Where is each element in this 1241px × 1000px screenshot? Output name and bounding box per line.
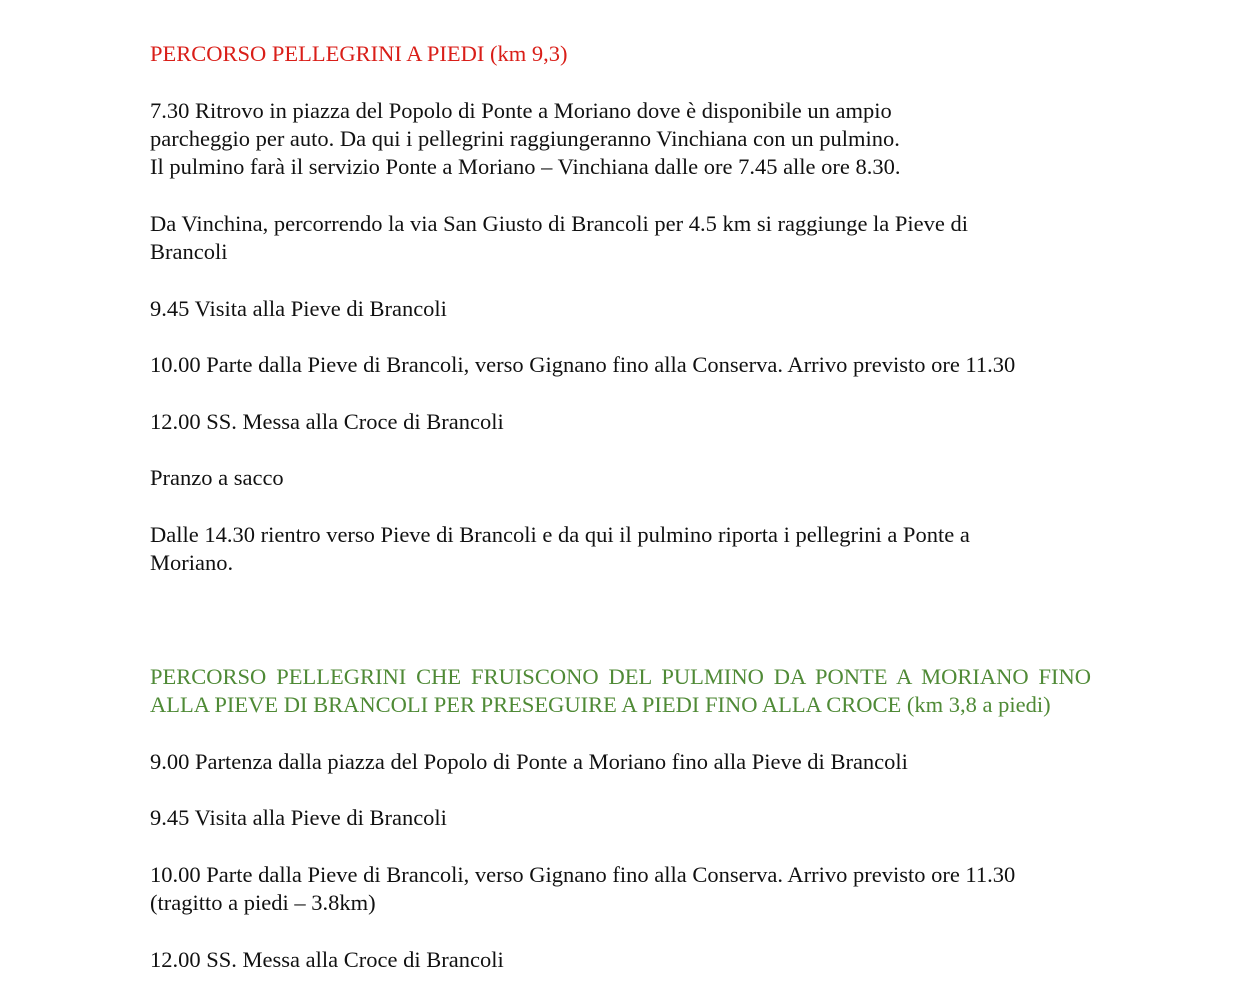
- section2-paragraph-walk-line1: 10.00 Parte dalla Pieve di Brancoli, verso Gignano fino alla Conserva. Arrivo previsto ore 11.30: [150, 861, 1016, 887]
- section1-paragraph-meeting-line1: 7.30 Ritrovo in piazza del Popolo di Ponte a Moriano dove è disponibile un ampio: [150, 97, 892, 123]
- section1-paragraph-visit: 9.45 Visita alla Pieve di Brancoli: [150, 295, 447, 321]
- section2-paragraph-walk-line2: (tragitto a piedi – 3.8km): [150, 890, 376, 916]
- section2-heading: PERCORSO PELLEGRINI CHE FRUISCONO DEL PULMINO DA PONTE A MORIANO FINO ALLA PIEVE DI BRANCOLI PER PRESEGUIRE A PIEDI FINO ALLA CROCE (km 3,8 a piedi): [150, 663, 1091, 717]
- section1-heading: PERCORSO PELLEGRINI A PIEDI (km 9,3): [150, 41, 568, 66]
- section1-paragraph-meeting-line3: Il pulmino farà il servizio Ponte a Moriano – Vinchiana dalle ore 7.45 alle ore 8.30.: [150, 154, 901, 180]
- section1-paragraph-return-line1: Dalle 14.30 rientro verso Pieve di Brancoli e da qui il pulmino riporta i pellegrini a Ponte a: [150, 522, 970, 548]
- document-page: [150, 40, 1091, 974]
- section2-paragraph-departure-bus: 9.00 Partenza dalla piazza del Popolo di Ponte a Moriano fino alla Pieve di Brancoli: [150, 748, 908, 774]
- section1-paragraph-departure: 10.00 Parte dalla Pieve di Brancoli, verso Gignano fino alla Conserva. Arrivo previsto ore 11.30: [150, 352, 1016, 378]
- section1-paragraph-route: [150, 210, 1091, 267]
- section-spacer: [150, 578, 1091, 663]
- section1-paragraph-return: [150, 521, 1091, 578]
- section2-paragraph-walk: [150, 861, 1091, 918]
- section1-paragraph-return-line2: Moriano.: [150, 550, 234, 576]
- section2-paragraph-visit: 9.45 Visita alla Pieve di Brancoli: [150, 805, 447, 831]
- section1-paragraph-route-line1: Da Vinchina, percorrendo la via San Giusto di Brancoli per 4.5 km si raggiunge la Pieve di: [150, 210, 969, 236]
- section1-paragraph-meeting: [150, 97, 1091, 182]
- section1-paragraph-route-line2: Brancoli: [150, 239, 228, 265]
- section1-paragraph-mass: 12.00 SS. Messa alla Croce di Brancoli: [150, 408, 504, 434]
- section2-paragraph-mass: 12.00 SS. Messa alla Croce di Brancoli: [150, 946, 504, 972]
- section1-paragraph-lunch: Pranzo a sacco: [150, 465, 284, 491]
- section1-paragraph-meeting-line2: parcheggio per auto. Da qui i pellegrini raggiungeranno Vinchiana con un pulmino.: [150, 125, 900, 151]
